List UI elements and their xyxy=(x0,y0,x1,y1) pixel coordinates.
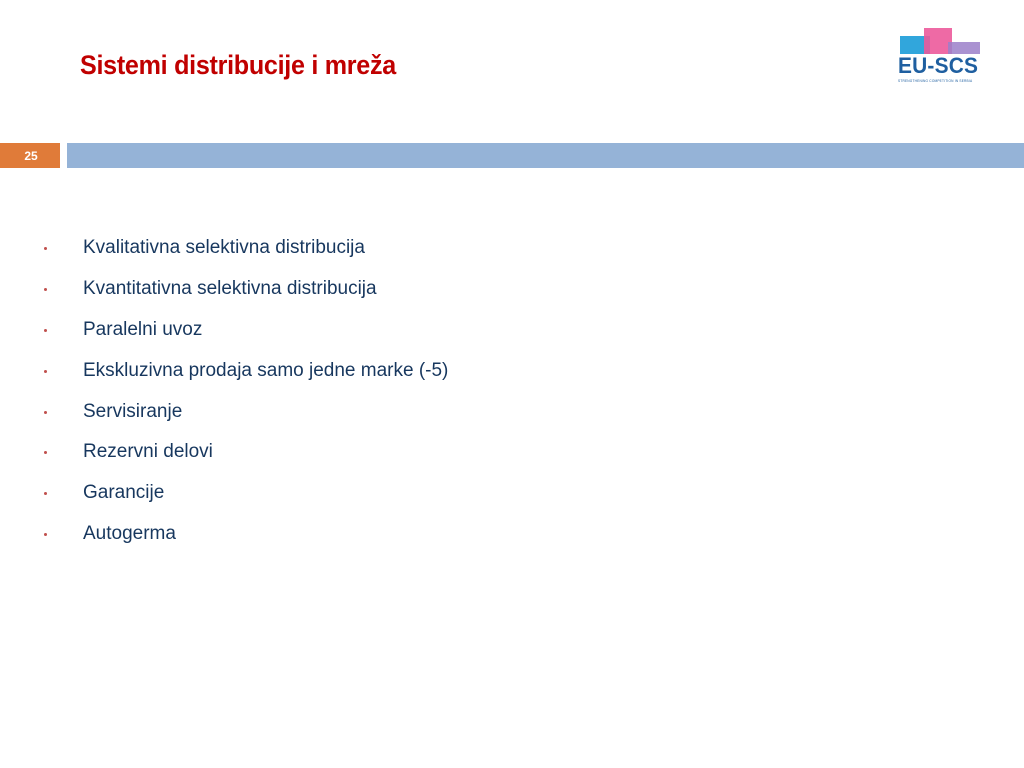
list-item-text: Kvalitativna selektivna distribucija xyxy=(83,237,365,259)
list-item xyxy=(40,269,448,310)
bullet-list xyxy=(40,228,448,554)
list-item xyxy=(40,473,448,514)
list-item xyxy=(40,391,448,432)
bullet-dot-icon xyxy=(44,533,47,536)
slide-title: Sistemi distribucije i mreža xyxy=(80,50,396,80)
list-item xyxy=(40,432,448,473)
list-item xyxy=(40,228,448,269)
bullet-dot-icon xyxy=(44,451,47,454)
list-item-text: Rezervni delovi xyxy=(83,441,213,463)
list-item-text: Ekskluzivna prodaja samo jedne marke (-5) xyxy=(83,359,449,381)
list-item-text: Kvantitativna selektivna distribucija xyxy=(83,278,377,300)
header-bar xyxy=(67,143,1024,168)
eu-scs-logo xyxy=(896,26,986,88)
list-item-text: Servisiranje xyxy=(83,400,183,422)
page-number: 25 xyxy=(24,148,38,163)
list-item-text: Autogerma xyxy=(83,522,176,544)
list-item-text: Paralelni uvoz xyxy=(83,318,203,340)
bullet-dot-icon xyxy=(44,288,47,291)
list-item xyxy=(40,310,448,351)
bullet-dot-icon xyxy=(44,411,47,414)
list-item xyxy=(40,514,448,555)
bullet-dot-icon xyxy=(44,492,47,495)
page-number-badge xyxy=(0,143,60,168)
list-item xyxy=(40,350,448,391)
list-item-text: Garancije xyxy=(83,482,165,504)
logo-tagline: STRENGTHENING COMPETITION IN SERBIA xyxy=(898,79,973,83)
logo-text: EU-SCS xyxy=(898,53,979,78)
bullet-dot-icon xyxy=(44,247,47,250)
bullet-dot-icon xyxy=(44,370,47,373)
bullet-dot-icon xyxy=(44,329,47,332)
